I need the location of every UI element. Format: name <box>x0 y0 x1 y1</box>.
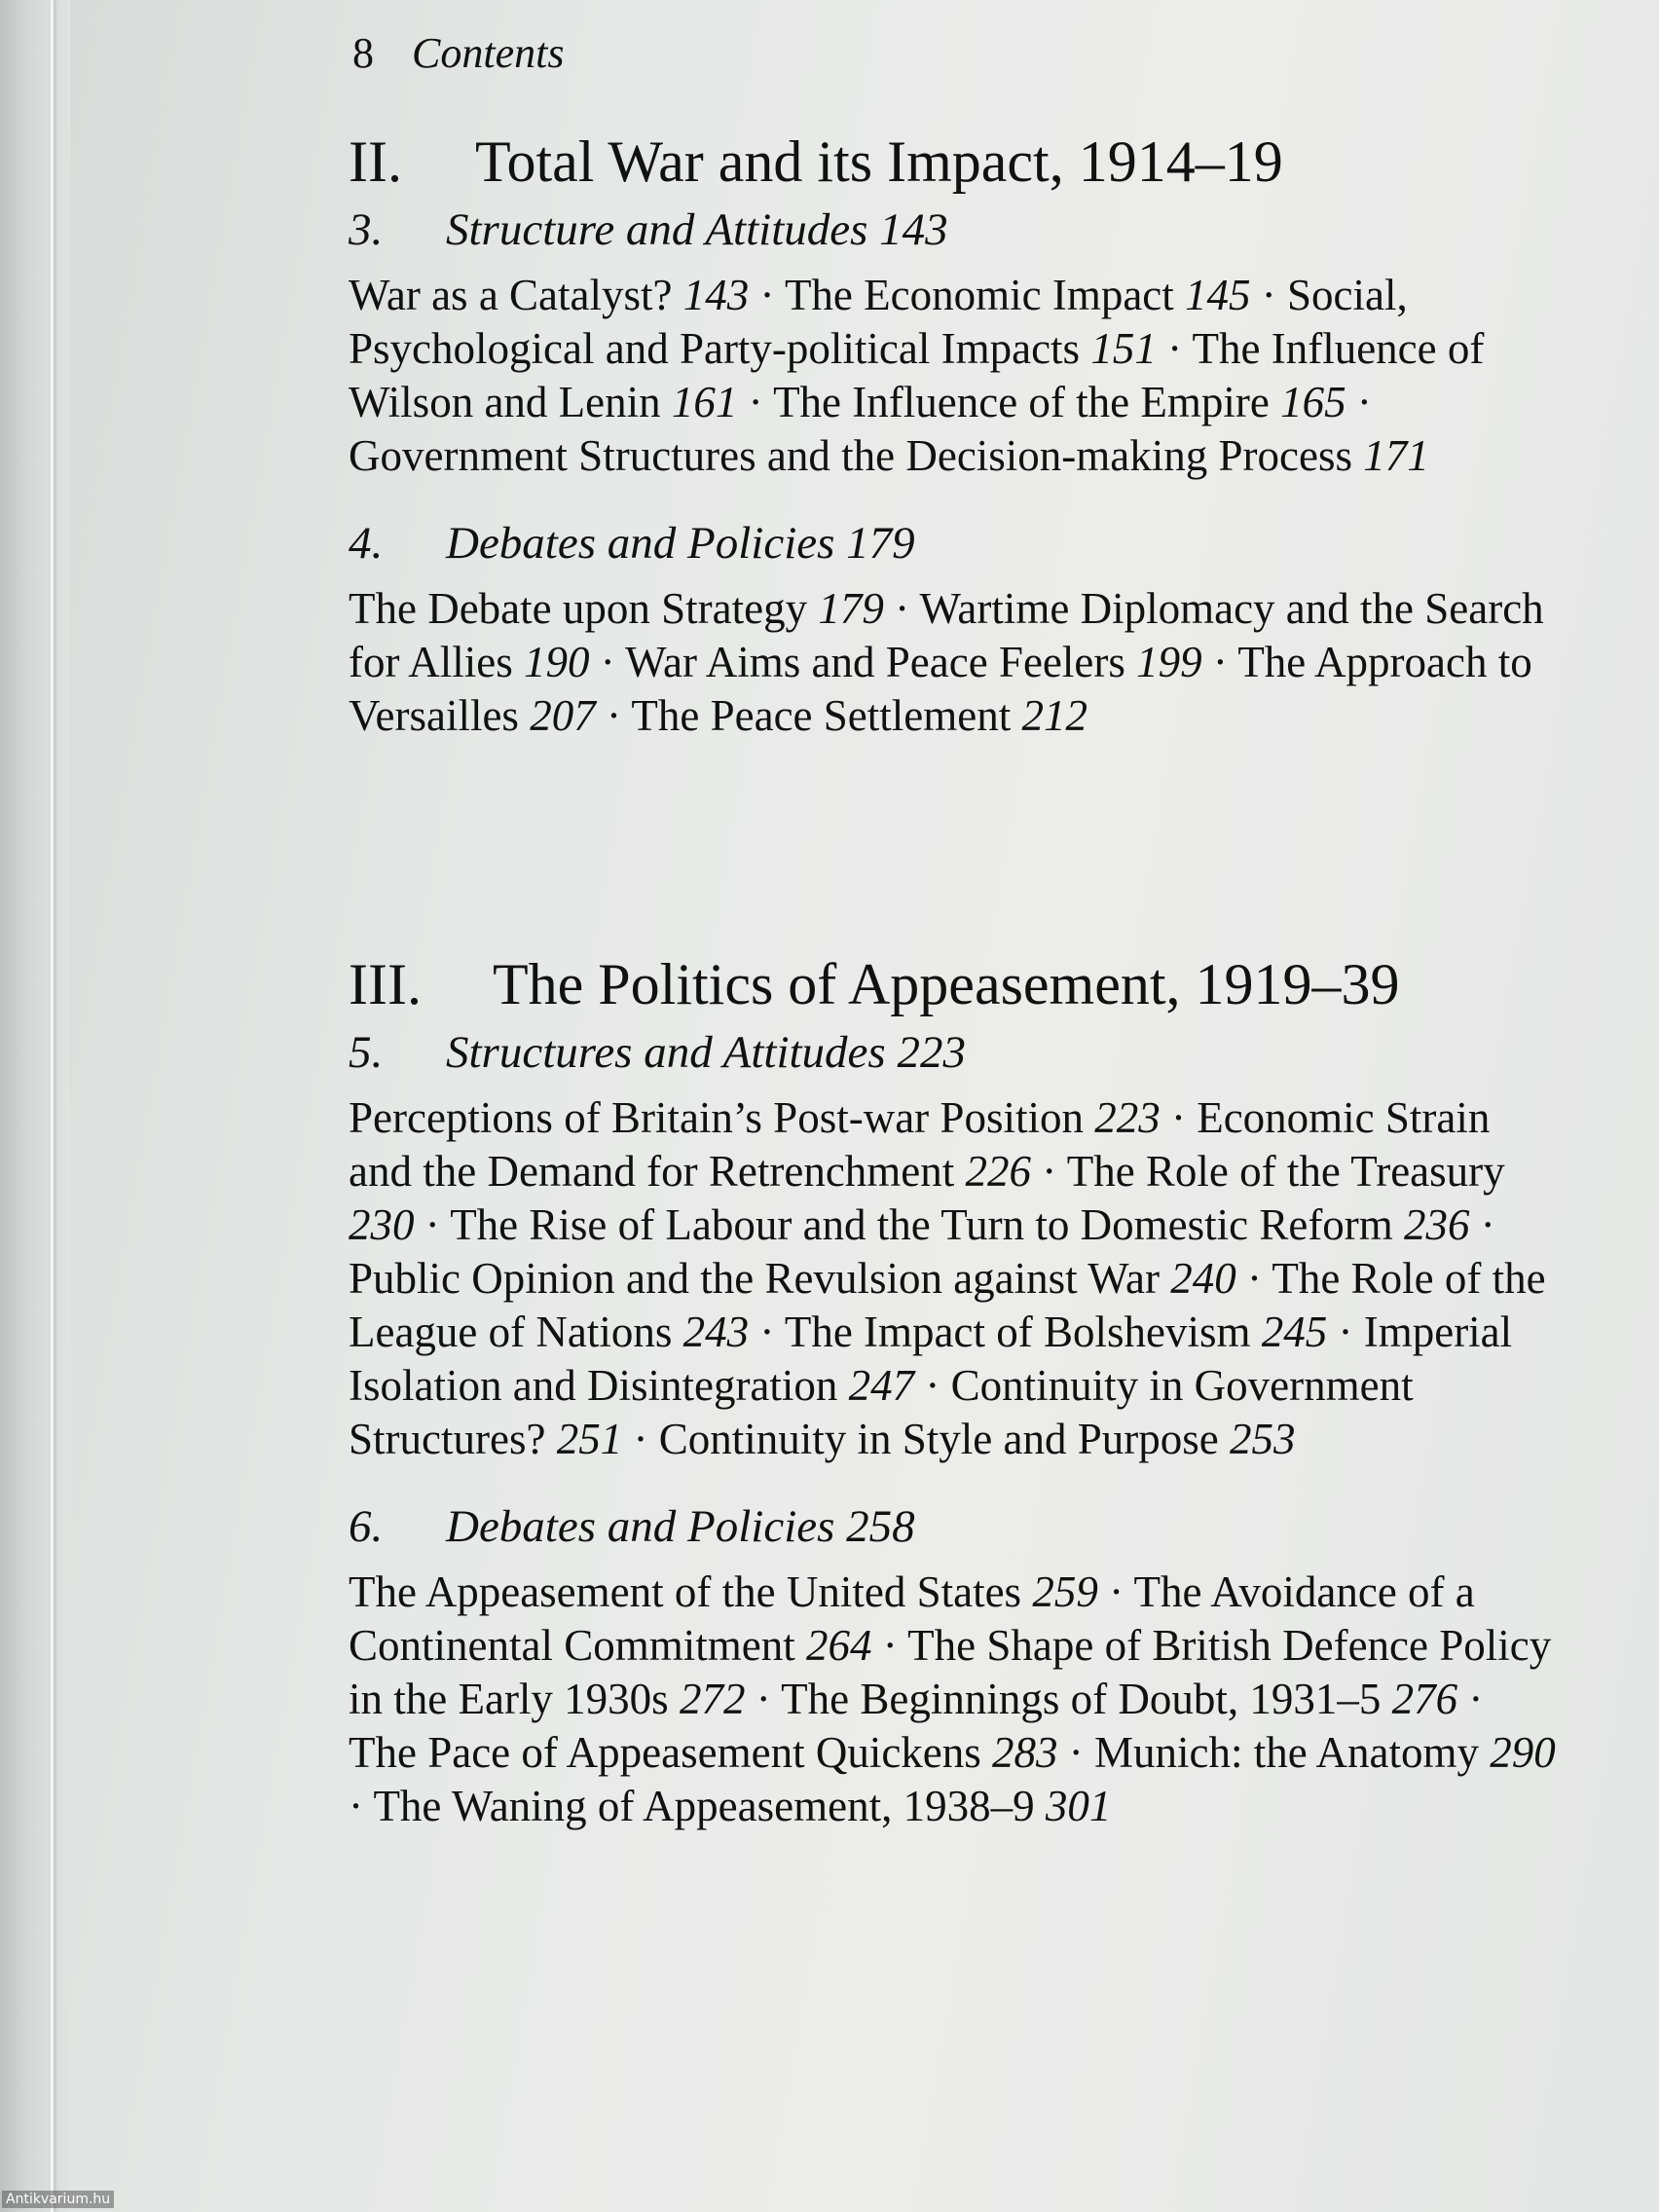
entry-page: 283 <box>992 1728 1058 1777</box>
entry-title: Continuity in Government Structures? <box>349 1361 1414 1463</box>
part-heading <box>349 125 1566 199</box>
part-numeral: II. <box>349 129 402 194</box>
entry-title: The Influence of the Empire <box>773 378 1270 426</box>
running-head-title: Contents <box>412 29 565 77</box>
contents-page <box>349 19 1566 1833</box>
chapter-number: 4. <box>349 518 384 569</box>
entry-page: 223 <box>1094 1093 1161 1142</box>
entry-title: The Shape of British Defence Policy in the Early 1930s <box>349 1621 1552 1723</box>
entry-page: 230 <box>349 1200 415 1249</box>
entry-title: War Aims and Peace Feelers <box>625 638 1125 686</box>
entry-title: Social, Psychological and Party-political Impacts <box>349 271 1408 373</box>
chapter-number: 5. <box>349 1027 384 1078</box>
entry-page: 190 <box>523 638 590 686</box>
chapter-number: 3. <box>349 204 384 255</box>
part-title: Total War and its Impact, 1914–19 <box>475 129 1283 194</box>
entry-title: The Impact of Bolshevism <box>784 1308 1251 1356</box>
chapter-entries: The Debate upon Strategy 179 · Wartime Diplomacy and the Search for Allies 190 · War Aims and Peace Feelers 199 · The Approach to Versailles 207 · The Peace Settlement 212 <box>349 584 1544 740</box>
entry-page: 245 <box>1261 1308 1328 1356</box>
entry-page: 276 <box>1391 1675 1458 1723</box>
chapter-title: Structures and Attitudes 223 <box>446 1027 966 1078</box>
entry-title: The Role of the Treasury <box>1066 1147 1505 1196</box>
entry-page: 199 <box>1136 638 1202 686</box>
chapter-title: Structure and Attitudes 143 <box>446 204 948 255</box>
entry-title: Imperial Isolation and Disintegration <box>349 1308 1513 1410</box>
entry-page: 179 <box>818 584 884 633</box>
entry-page: 161 <box>671 378 738 426</box>
chapter-entries: War as a Catalyst? 143 · The Economic Impact 145 · Social, Psychological and Party-political Impacts 151 · The Influence of Wilson and Lenin 161 · The Influence of the Empire 165 · Government Structures and the Decision-making Process 171 <box>349 271 1485 480</box>
chapter-heading <box>349 1021 1566 1084</box>
entry-title: Perceptions of Britain’s Post-war Position <box>349 1093 1084 1142</box>
chapter-entries: Perceptions of Britain’s Post-war Position 223 · Economic Strain and the Demand for Retrenchment 226 · The Role of the Treasury 230 · The Rise of Labour and the Turn to Domestic Reform 236 · Public Opinion and the Revulsion against War 240 · The Role of the League of Nations 243 · The Impact of Bolshevism 245 · Imperial Isolation and Disintegration 247 · Continuity in Government Structures? 251 · Continuity in Style and Purpose 253 <box>349 1093 1546 1463</box>
entry-page: 243 <box>682 1308 750 1356</box>
entry-title: The Avoidance of a Continental Commitment <box>349 1567 1475 1670</box>
part-title: The Politics of Appeasement, 1919–39 <box>493 952 1400 1016</box>
part-numeral: III. <box>349 952 422 1016</box>
entry-page: 212 <box>1021 691 1088 740</box>
entry-title: Government Structures and the Decision-making Process <box>349 431 1353 480</box>
entry-title: The Beginnings of Doubt, 1931–5 <box>781 1675 1382 1723</box>
entry-page: 290 <box>1490 1728 1556 1777</box>
entry-title: The Peace Settlement <box>631 691 1012 740</box>
entry-page: 165 <box>1280 378 1346 426</box>
page-number: 8 <box>352 29 374 77</box>
entry-title: The Role of the League of Nations <box>349 1254 1546 1356</box>
chapter-number: 6. <box>349 1501 384 1552</box>
binding-edge <box>51 0 54 2212</box>
entry-page: 236 <box>1404 1200 1470 1249</box>
part-heading <box>349 947 1566 1021</box>
entry-title: The Approach to Versailles <box>349 638 1532 740</box>
entry-title: Economic Strain and the Demand for Retrenchment <box>349 1093 1491 1196</box>
running-head <box>352 19 1566 88</box>
entry-page: 264 <box>805 1621 872 1670</box>
entry-page: 253 <box>1229 1415 1296 1463</box>
entry-page: 240 <box>1170 1254 1236 1303</box>
entry-title: Munich: the Anatomy <box>1094 1728 1479 1777</box>
entry-title: The Rise of Labour and the Turn to Domestic Reform <box>450 1200 1393 1249</box>
book-binding <box>0 0 70 2212</box>
entry-title: War as a Catalyst? <box>349 271 673 319</box>
entry-title: Public Opinion and the Revulsion against War <box>349 1254 1160 1303</box>
chapter-heading <box>349 512 1566 574</box>
chapter-entries: The Appeasement of the United States 259 · The Avoidance of a Continental Commitment 264 · The Shape of British Defence Policy in the Early 1930s 272 · The Beginnings of Doubt, 1931–5 276 · The Pace of Appeasement Quickens 283 · Munich: the Anatomy 290 · The Waning of Appeasement, 1938–9 301 <box>349 1567 1556 1830</box>
entry-title: The Influence of Wilson and Lenin <box>349 324 1485 426</box>
chapter-title: Debates and Policies 179 <box>446 518 915 569</box>
entry-page: 301 <box>1045 1782 1112 1830</box>
entry-page: 145 <box>1185 271 1251 319</box>
chapter-heading <box>349 1495 1566 1558</box>
entry-page: 272 <box>679 1675 746 1723</box>
entry-title: The Economic Impact <box>784 271 1174 319</box>
chapter-heading <box>349 199 1566 261</box>
entry-title: The Pace of Appeasement Quickens <box>349 1728 981 1777</box>
watermark: Antikvarium.hu <box>2 2191 114 2208</box>
entry-page: 259 <box>1032 1567 1098 1616</box>
entry-title: The Appeasement of the United States <box>349 1567 1022 1616</box>
entry-page: 226 <box>965 1147 1032 1196</box>
entry-page: 247 <box>848 1361 915 1410</box>
entry-title: Wartime Diplomacy and the Search for Allies <box>349 584 1544 686</box>
entry-title: Continuity in Style and Purpose <box>658 1415 1219 1463</box>
entry-page: 143 <box>682 271 750 319</box>
entry-page: 207 <box>530 691 596 740</box>
entry-page: 171 <box>1363 431 1429 480</box>
chapter-title: Debates and Policies 258 <box>446 1501 915 1552</box>
entry-page: 151 <box>1090 324 1157 373</box>
entry-title: The Debate upon Strategy <box>349 584 808 633</box>
entry-title: The Waning of Appeasement, 1938–9 <box>373 1782 1035 1830</box>
entry-page: 251 <box>556 1415 623 1463</box>
